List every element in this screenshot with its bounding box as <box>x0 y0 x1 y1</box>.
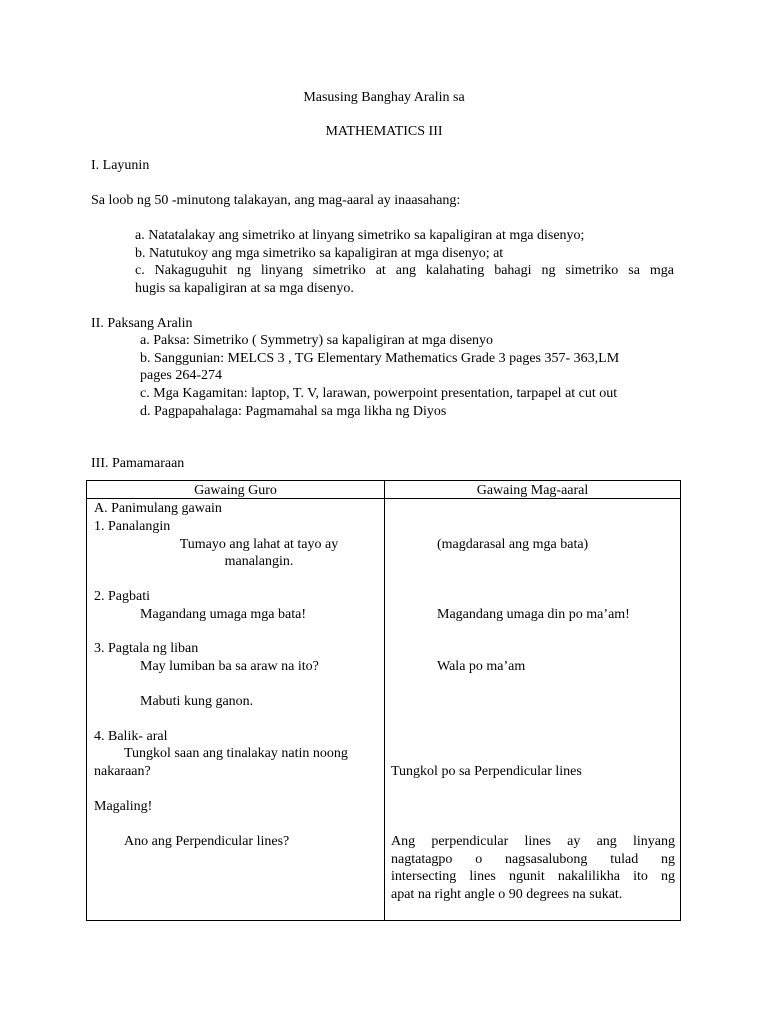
pagpapahalaga: d. Pagpapahalaga: Pagmamahal sa mga likha ng Diyos <box>140 404 447 419</box>
objective-a: a. Natatalakay ang simetriko at linyang simetriko sa kapaligiran at mga disenyo; <box>135 228 585 243</box>
panalangin-label: 1. Panalangin <box>94 519 171 534</box>
header-gawaing-mag-aaral: Gawaing Mag-aaral <box>476 483 589 498</box>
pagtala-text: May lumiban ba sa araw na ito? <box>140 659 319 674</box>
perpendicular-answer-line4: apat na right angle o 90 degrees na sukat. <box>391 887 623 902</box>
panimulang-gawain: A. Panimulang gawain <box>94 501 222 516</box>
procedure-table <box>86 480 681 921</box>
perpendicular-answer-line2: nagtatagpo o nagsasalubong tulad ng <box>391 852 675 867</box>
sanggunian-line1: b. Sanggunian: MELCS 3 , TG Elementary Mathematics Grade 3 pages 357- 363,LM <box>140 351 620 366</box>
pagbati-text: Magandang umaga mga bata! <box>140 607 306 622</box>
panalangin-line1: Tumayo ang lahat at tayo ay <box>179 537 339 552</box>
section2-heading: II. Paksang Aralin <box>91 316 193 331</box>
objective-b: b. Natutukoy ang mga simetriko sa kapaligiran at mga disenyo; at <box>135 246 504 261</box>
balik-aral-label: 4. Balik- aral <box>94 729 168 744</box>
document-title: Masusing Banghay Aralin sa <box>303 90 465 105</box>
header-gawaing-guro: Gawaing Guro <box>194 483 277 498</box>
magdarasal-response: (magdarasal ang mga bata) <box>437 537 589 552</box>
tungkol-response: Tungkol po sa Perpendicular lines <box>391 764 582 779</box>
objectives-intro: Sa loob ng 50 -minutong talakayan, ang mag-aaral ay inaasahang: <box>91 193 461 208</box>
perpendicular-question: Ano ang Perpendicular lines? <box>124 834 290 849</box>
balik-aral-question-line1: Tungkol saan ang tinalakay natin noong <box>124 746 348 761</box>
sanggunian-line2: pages 264-274 <box>140 368 223 383</box>
paksa: a. Paksa: Simetriko ( Symmetry) sa kapaligiran at mga disenyo <box>140 333 494 348</box>
pagtala-label: 3. Pagtala ng liban <box>94 641 199 656</box>
objective-c-line1: c. Nakaguguhit ng linyang simetriko at ang kalahating bahagi ng simetriko sa mga <box>135 263 674 278</box>
section1-heading: I. Layunin <box>91 158 150 173</box>
magaling-text: Magaling! <box>94 799 153 814</box>
subject-title: MATHEMATICS III <box>325 124 443 139</box>
objective-c-line2: hugis sa kapaligiran at sa mga disenyo. <box>135 281 354 296</box>
panalangin-line2: manalangin. <box>224 554 294 569</box>
perpendicular-answer-line1: Ang perpendicular lines ay ang linyang <box>391 834 675 849</box>
section3-heading: III. Pamamaraan <box>91 456 185 471</box>
perpendicular-answer-line3: intersecting lines ngunit nakalilikha ito ng <box>391 869 675 884</box>
magandang-umaga-response: Magandang umaga din po ma’am! <box>437 607 630 622</box>
mabuti-text: Mabuti kung ganon. <box>140 694 254 709</box>
balik-aral-question-line2: nakaraan? <box>94 764 151 779</box>
pagbati-label: 2. Pagbati <box>94 589 150 604</box>
wala-response: Wala po ma’am <box>437 659 526 674</box>
kagamitan: c. Mga Kagamitan: laptop, T. V, larawan, powerpoint presentation, tarpapel at cut out <box>140 386 618 401</box>
